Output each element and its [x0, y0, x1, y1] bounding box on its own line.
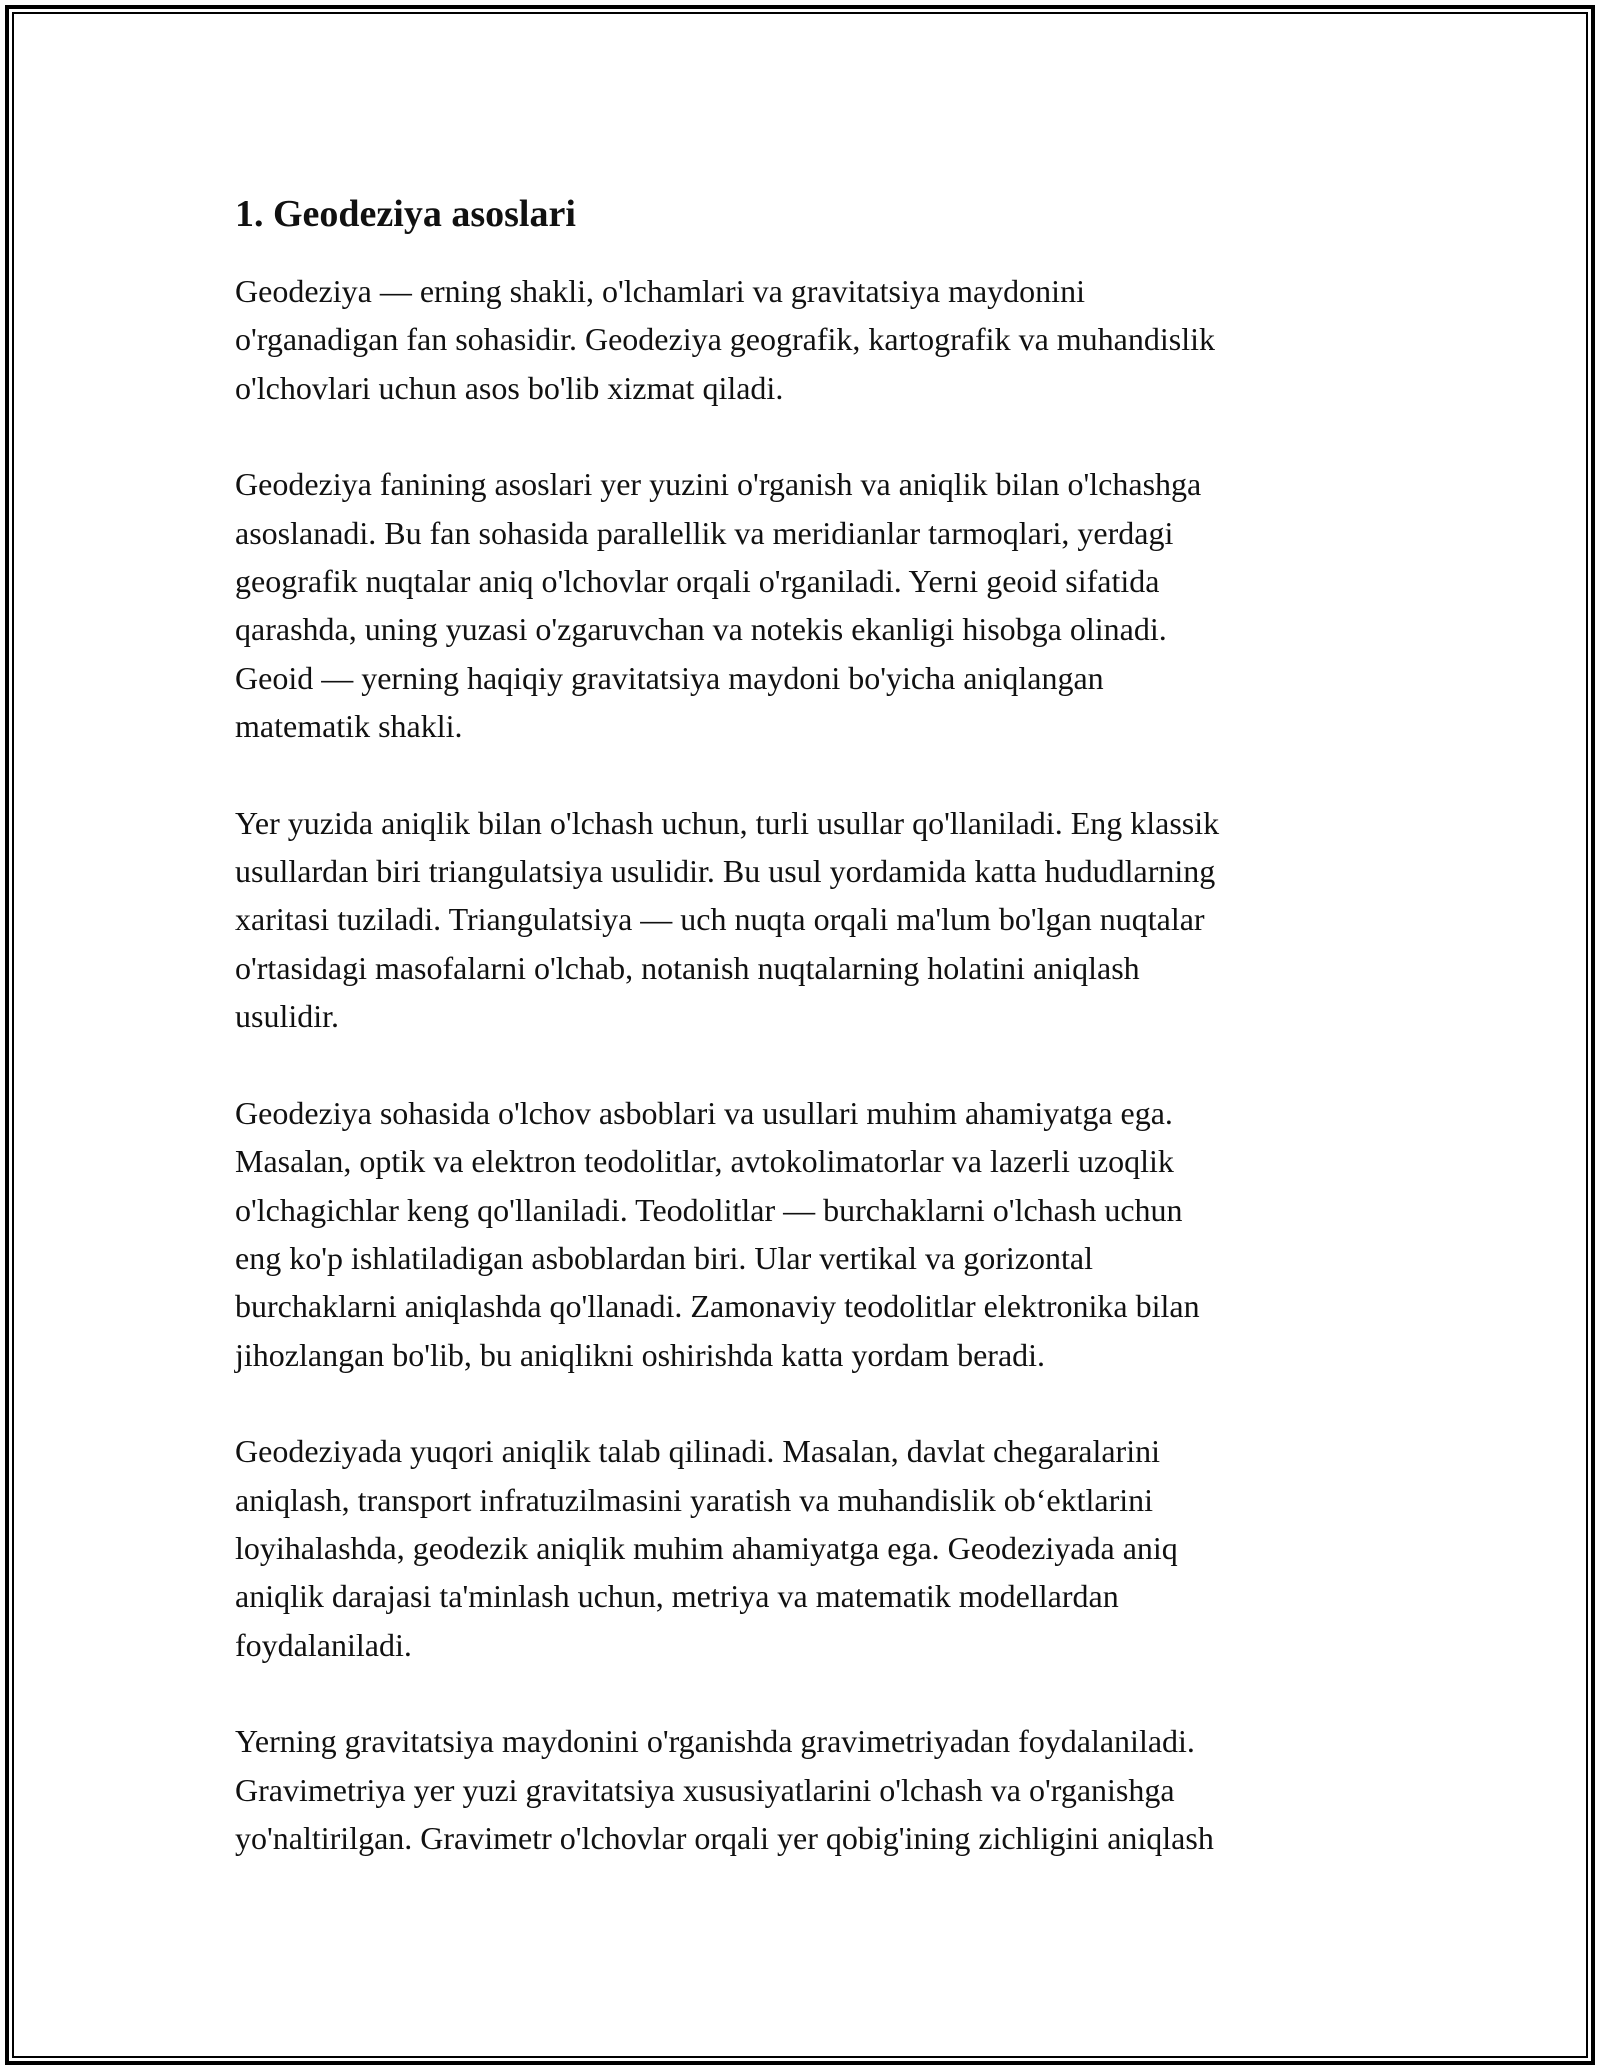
- paragraph-foundations: Geodeziya fanining asoslari yer yuzini o'rganish va aniqlik bilan o'lchashga asoslanadi. Bu fan sohasida parallellik va meridianlar tarmoqlari, yerdagi geografik nuqtalar aniq o'lchovlar orqali o'rganiladi. Yerni geoid sifatida qarashda, uning yuzasi o'zgaruvchan va notekis ekanligi hisobga olinadi. Geoid — yerning haqiqiy gravitatsiya maydoni bo'yicha aniqlangan matematik shakli.: [235, 466, 1202, 745]
- document-body: [235, 185, 1385, 1862]
- paragraph-gravimetry: Yerning gravitatsiya maydonini o'rganishda gravimetriyadan foydalaniladi. Gravimetriya yer yuzi gravitatsiya xususiyatlarini o'lchash va o'rganishga yo'naltirilgan. Gravimetr o'lchovlar orqali yer qobig'ining zichligini aniqlash: [235, 1723, 1214, 1856]
- paragraph-triangulation: Yer yuzida aniqlik bilan o'lchash uchun, turli usullar qo'llaniladi. Eng klassik usullardan biri triangulatsiya usulidir. Bu usul yordamida katta hududlarning xaritasi tuziladi. Triangulatsiya — uch nuqta orqali ma'lum bo'lgan nuqtalar o'rtasidagi masofalarni o'lchab, notanish nuqtalarning holatini aniqlash usulidir.: [235, 804, 1220, 1035]
- section-heading: 1. Geodeziya asoslari: [235, 193, 576, 235]
- paragraph-intro: Geodeziya — erning shakli, o'lchamlari va gravitatsiya maydonini o'rganadigan fan sohasidir. Geodeziya geografik, kartografik va muhandislik o'lchovlari uchun asos bo'lib xizmat qiladi.: [235, 273, 1215, 406]
- paragraph-instruments: Geodeziya sohasida o'lchov asboblari va usullari muhim ahamiyatga ega. Masalan, optik va elektron teodolitlar, avtokolimatorlar va lazerli uzoqlik o'lchagichlar keng qo'llaniladi. Teodolitlar — burchaklarni o'lchash uchun eng ko'p ishlatiladigan asboblardan biri. Ular vertikal va gorizontal burchaklarni aniqlashda qo'llanadi. Zamonaviy teodolitlar elektronika bilan jihozlangan bo'lib, bu aniqlikni oshirishda katta yordam beradi.: [235, 1094, 1200, 1373]
- paragraph-accuracy: Geodeziyada yuqori aniqlik talab qilinadi. Masalan, davlat chegaralarini aniqlash, transport infratuzilmasini yaratish va muhandislik ob‘ektlarini loyihalashda, geodezik aniqlik muhim ahamiyatga ega. Geodeziyada aniq aniqlik darajasi ta'minlash uchun, metriya va matematik modellardan foydalaniladi.: [235, 1433, 1178, 1663]
